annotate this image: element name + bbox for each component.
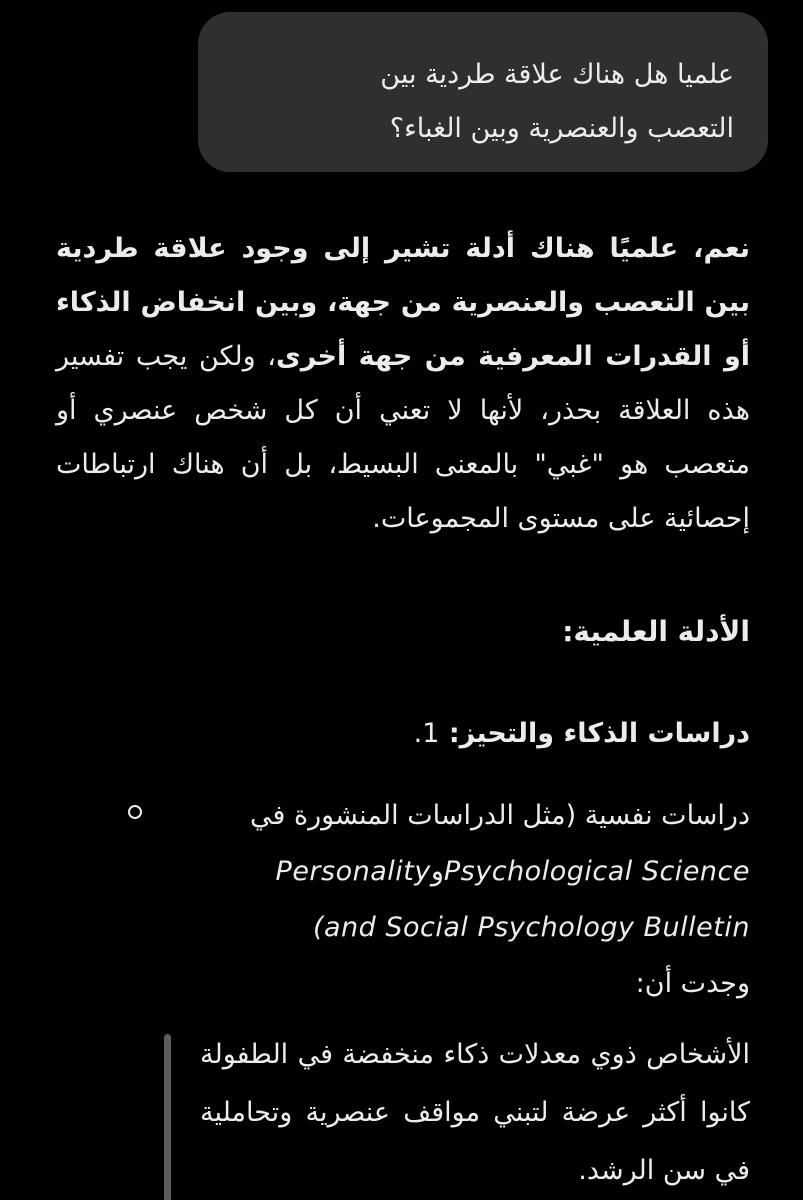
sub-item-outro: وجدت أن: [635,968,750,999]
journal-name-2-part1: Personality [275,856,431,887]
user-message-line-2: التعصب والعنصرية وبين الغباء؟ [389,113,734,144]
section-heading: الأدلة العلمية: [562,615,750,648]
journal-name-2-part2: (and Social Psychology Bulletin [312,912,750,943]
list-item-number: 1. [413,718,440,749]
sub-item-journals-line [172,844,750,900]
journal-connector: و [430,856,444,887]
answer-bold-text: نعم، علميًا هناك أدلة تشير إلى وجود علاقة طردية بين التعصب والعنصرية من جهة، وبين انخفاض الذكاء أو القدرات المعرفية من جهة أخرى [56,233,750,372]
blockquote-bar [164,1034,171,1200]
list-item-1 [56,706,750,762]
sub-item-journal-line-2 [172,900,750,956]
sub-item-intro: دراسات نفسية (مثل الدراسات المنشورة في [249,800,750,831]
user-message-line-1: علميا هل هناك علاقة طردية بين [380,59,734,90]
sub-list-item [172,788,750,1012]
answer-normal-text: ، ولكن يجب تفسير هذه العلاقة بحذر، لأنها لا تعني أن كل شخص عنصري أو متعصب هو "غبي" بالمعنى البسيط، بل أن هناك ارتباطات إحصائية على مستوى المجموعات. [56,341,750,534]
assistant-answer-paragraph [56,222,750,546]
user-message-bubble [198,12,768,172]
hollow-bullet-icon [128,805,142,819]
blockquote-text: الأشخاص ذوي معدلات ذكاء منخفضة في الطفولة كانوا أكثر عرضة لتبني مواقف عنصرية وتحاملية في سن الرشد. [200,1039,750,1186]
journal-name-1: Psychological Science [443,856,750,887]
list-item-title: دراسات الذكاء والتحيز: [448,718,750,749]
